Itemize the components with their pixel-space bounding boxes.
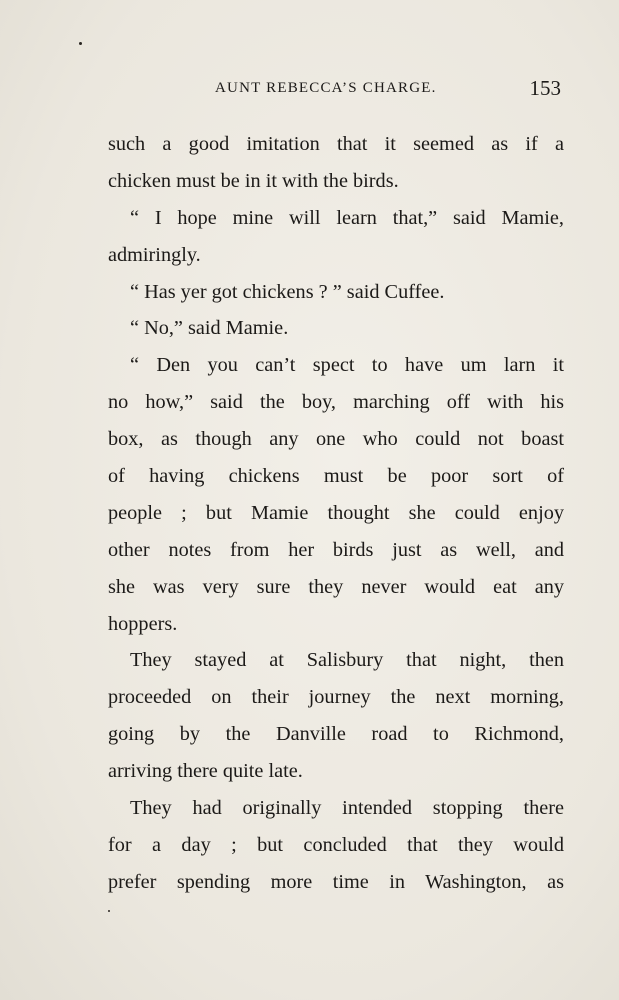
page-number: 153 (529, 76, 561, 100)
text-line: arriving there quite late. (108, 760, 303, 783)
text-line: no how,” said the boy, marching off with his (108, 391, 564, 414)
text-line: going by the Danville road to Richmond, (108, 723, 564, 746)
text-line: “ No,” said Mamie. (130, 317, 289, 340)
text-line: admiringly. (108, 243, 201, 266)
text-line: such a good imitation that it seemed as if a (108, 133, 564, 155)
text-line: other notes from her birds just as well, and (108, 538, 564, 561)
running-head-title: AUNT REBECCA’S CHARGE. (215, 80, 437, 96)
text-line: for a day ; but concluded that they would (108, 833, 564, 856)
text-line: people ; but Mamie thought she could enjoy (108, 501, 564, 524)
text-line: They had originally intended stopping there (130, 797, 564, 820)
text-line: hoppers. (108, 612, 178, 635)
text-line: “ Den you can’t spect to have um larn it (130, 354, 564, 377)
text-line: “ I hope mine will learn that,” said Mamie, (130, 206, 564, 229)
text-line: “ Has yer got chickens ? ” said Cuffee. (130, 280, 445, 303)
text-line: of having chickens must be poor sort of (108, 465, 564, 488)
text-line: chicken must be in it with the birds. (108, 169, 399, 192)
ink-speck (108, 910, 110, 912)
running-head (108, 78, 561, 102)
text-line: box, as though any one who could not boast (108, 428, 564, 451)
text-line: proceeded on their journey the next morning, (108, 686, 564, 709)
ink-speck (79, 42, 82, 45)
text-line: They stayed at Salisbury that night, then (130, 649, 564, 672)
text-line: she was very sure they never would eat any (108, 575, 564, 598)
text-line: prefer spending more time in Washington, as (108, 870, 564, 893)
body-text (108, 126, 564, 901)
